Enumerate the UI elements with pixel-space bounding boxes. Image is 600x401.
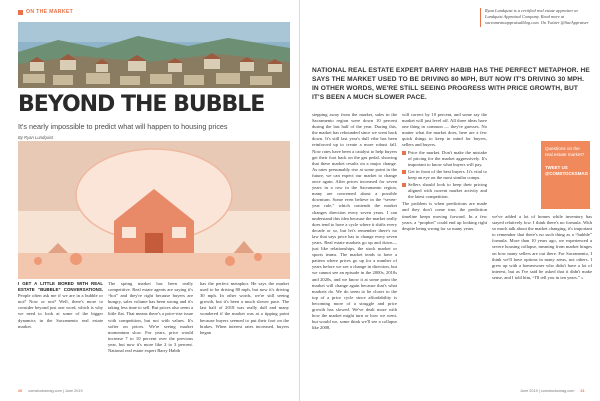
- suburban-houses-photo: [18, 22, 290, 88]
- folio-text-right: June 2019 | comstocksmag.com: [520, 389, 575, 393]
- tweet-link[interactable]: TWEET US @COMSTOCKSMAG: [545, 165, 588, 176]
- bullet-item: Price the market. Don't make the mistake of pricing for the market aggressively. It's important to know what buyers will pay.: [402, 150, 487, 168]
- page-number-right: 21: [580, 389, 585, 393]
- bullet-item: Get in front of the best buyers. It's vital to keep an eye on the most similar comps.: [402, 169, 487, 181]
- body-text: will correct by 10 percent, and some say the market will just level off. All three ideas have one thing in common — they're guesses. No matter what the market does, here are a few quick things to keep in mind for buyers, sellers and buyers.: [402, 112, 487, 148]
- body-text: People often ask me if we are in a bubble or not? Now or not? Well, there's more to consider beyond just one word, which is why we need to look at some of the bigger dynamics in the Sacramento real estate market.: [18, 293, 103, 329]
- bullet-marker-icon: [402, 151, 406, 155]
- left-folio: [18, 389, 83, 393]
- question-box-title: Questions on the real estate market?: [545, 146, 585, 157]
- body-column-1: [18, 281, 103, 381]
- question-box: [541, 141, 590, 209]
- body-column-5: [402, 112, 487, 388]
- author-note: Ryan Lundquist is a certified real estate appraiser at Lundquist Appraisal Company. Read more at sacramentoappraisalblog.com. On Twitter @SacAppraiser: [480, 8, 590, 27]
- bullet-marker-icon: [402, 170, 406, 174]
- section-label-text: ON THE MARKET: [26, 9, 74, 15]
- article-byline: By Ryan Lundquist: [18, 135, 54, 140]
- bullet-marker-icon: [402, 183, 406, 187]
- section-label: [18, 9, 73, 15]
- body-text: The problem is when predictions are made and they don't come true, the prediction timeline keeps moving forward. In a few years, a “prophet” could end up looking right despite being wrong for so many years.: [402, 201, 487, 231]
- body-column-2: The spring market has been really competitive. Real estate agents are saying it's “hot” and they're right because buyers are hungry, sales volume has been strong and it's taking less time to sell. But prices also seem a little flat. That means there's a price-rise issue with competition, but not with values. It's softer on prices. We're seeing market momentum slow. For years, price would increase 7 to 10 percent over the previous year, but now it's more like 2 to 3 percent. National real estate expert Barry Habib: [108, 281, 193, 354]
- body-column-4: stepping away from the market, sales in the Sacramento region were down 10 percent during the last half of the year. During this, the market has rebounded since we went back down. It's still last year's dull vibe has been reinforced up to create a more robust fall. Now rates have been a catalyst to help buyers get their foot back on the gas pedal, showing that these market results on a major change. As rates presumably rise at some point in the future, we can expect our market to change once again. After prices increased for seven years in a row in the Sacramento region, many are concerned about a possible downturn. Some even believe in the “seven-year rule,” which contends the market changes direction every seven years. I can understand this idea because the market really does tend to have a cycle where it shifts every decade or so, but let's remember there's no law that says price has to change every seven years. Real estate markets go up and down—just like relationships, the stock market or sports teams. The market tends to have a pattern where prices go up for a number of years before we see a change in direction, but we cannot see an episode in the 2000s, 2010s and 2020s, and we know it at some point the market will change again because that's what markets do. We do seem to be closer to the top of a price cycle since affordability is becoming more of a struggle and price growth has slowed. We've dealt more with how the market might turn or how we went, but would we, some think we'll see a collapse like 2008,: [312, 112, 397, 331]
- lead-in: I GET A LITTLE BORED WITH REAL ESTATE “BUBBLE” CONVERSATIONS.: [18, 281, 103, 293]
- pull-quote: NATIONAL REAL ESTATE EXPERT BARRY HABIB HAS THE PERFECT METAPHOR. HE SAYS THE MARKET USED TO BE DRIVING 80 MPH, BUT NOW IT'S DRIVING 30 MPH. IN OTHER WORDS, WE'RE STILL SEEING PROGRESS WITH PRICE GROWTH, BUT IT'S BEEN A MUCH SLOWER PACE.: [312, 67, 590, 102]
- article-deck: It's nearly impossible to predict what will happen to housing prices: [18, 122, 228, 131]
- body-text: we've added a lot of homes while inventory has stayed relatively low. I think there's no formula. With so much talk about the market changing, it's important to remember that there's no such thing as a “bubble” formula. More than 10 years ago, we experienced a severe housing collapse, meaning from market hinges on how many sellers are out there. For Sacramento, I think we'll have options in many areas, not others. I grew up with a homeowner who didn't have a lot of interest, but as I've said he asked that it didn't make sense, and I told him, “I'll tell you in ten years.” »: [492, 214, 592, 280]
- folio-text-left: comstocksmag.com | June 2019: [28, 389, 83, 393]
- body-column-3: has the perfect metaphor. He says the market used to be driving 80 mph, but now it's driving 30 mph. In other words, we're still seeing growth, but it's been a much slower pace. The last half of 2018 was really dull and many wondered if the market was at a tipping point because buyers seemed to put their foot on the brakes. When interest rates increased, buyers began: [200, 281, 289, 335]
- page-gutter: [299, 0, 300, 401]
- page-number-left: 20: [18, 389, 23, 393]
- bubble-house-illustration: [18, 141, 290, 279]
- bullet-item: Sellers should look to keep their pricing aligned with current market activity and the latest competition.: [402, 182, 487, 200]
- section-marker-icon: [18, 10, 23, 15]
- article-headline: BEYOND THE BUBBLE: [18, 92, 265, 117]
- right-folio: [520, 389, 585, 393]
